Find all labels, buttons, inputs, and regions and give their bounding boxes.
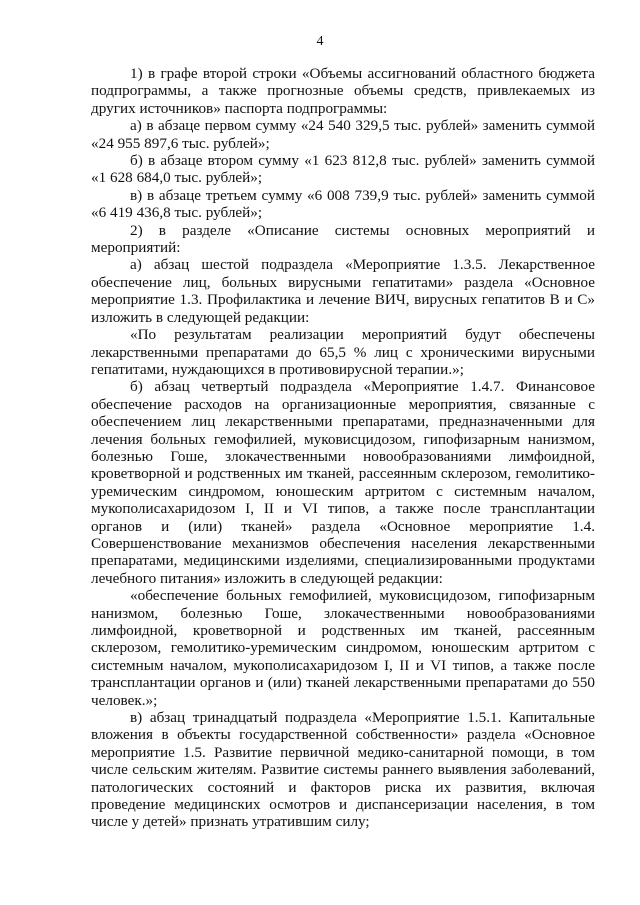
paragraph-2: а) в абзаце первом сумму «24 540 329,5 тыс. рублей» заменить суммой «24 955 897,6 тыс. рублей»; [91, 117, 595, 152]
paragraph-8: б) абзац четвертый подраздела «Мероприятие 1.4.7. Финансовое обеспечение расходов на организационные мероприятия, связанные с обеспечением лиц лекарственными препаратами, предназначенными для лечения больных гемофилией, муковисцидозом, гипофизарным нанизмом, болезнью Гоше, злокачественными новообразованиями лимфоидной, кроветворной и родственных им тканей, рассеянным склерозом, гемолитико-уремическим синдромом, юношеским артритом с системным началом, мукополисахаридозом I, II и VI типов, а также после трансплантации органов и (или) тканей» раздела «Основное мероприятие 1.4. Совершенствование механизмов обеспечения населения лекарственными препаратами, медицинскими изделиями, специализированными продуктами лечебного питания» изложить в следующей редакции: [91, 378, 595, 587]
page-number: 4 [316, 34, 324, 49]
paragraph-6: а) абзац шестой подраздела «Мероприятие 1.3.5. Лекарственное обеспечение лиц, больных вирусными гепатитами» раздела «Основное мероприятие 1.3. Профилактика и лечение ВИЧ, вирусных гепатитов В и С» изложить в следующей редакции: [91, 256, 595, 326]
paragraph-4: в) в абзаце третьем сумму «6 008 739,9 тыс. рублей» заменить суммой «6 419 436,8 тыс. рублей»; [91, 186, 595, 222]
paragraph-7: «По результатам реализации мероприятий будут обеспечены лекарственными препаратами до 65,5 % лиц с хроническими вирусными гепатитами, нуждающихся в противовирусной терапии.»; [91, 326, 595, 378]
paragraph-10: в) абзац тринадцатый подраздела «Мероприятие 1.5.1. Капитальные вложения в объекты государственной собственности» раздела «Основное мероприятие 1.5. Развитие первичной медико-санитарной помощи, в том числе сельским жителям. Развитие системы раннего выявления заболеваний, патологических состояний и факторов риска их развития, включая проведение медицинских осмотров и диспансеризации населения, в том числе у детей» признать утратившим силу; [91, 709, 595, 831]
paragraph-1: 1) в графе второй строки «Объемы ассигнований областного бюджета подпрограммы, а также прогнозные объемы средств, привлекаемых из других источников» паспорта подпрограммы: [91, 65, 595, 117]
paragraph-9: «обеспечение больных гемофилией, муковисцидозом, гипофизарным нанизмом, болезнью Гоше, злокачественными новообразованиями лимфоидной, кроветворной и родственных им тканей, рассеянным склерозом, гемолитико-уремическим синдромом, юношеским артритом с системным началом, мукополисахаридозом I, II и VI типов, а также после трансплантации органов и (или) тканей лекарственными препаратами до 550 человек.»; [91, 587, 595, 709]
paragraph-5: 2) в разделе «Описание системы основных мероприятий и мероприятий: [91, 221, 595, 257]
paragraph-3: б) в абзаце втором сумму «1 623 812,8 тыс. рублей» заменить суммой «1 628 684,0 тыс. рублей»; [91, 152, 595, 187]
document-body [91, 65, 595, 831]
